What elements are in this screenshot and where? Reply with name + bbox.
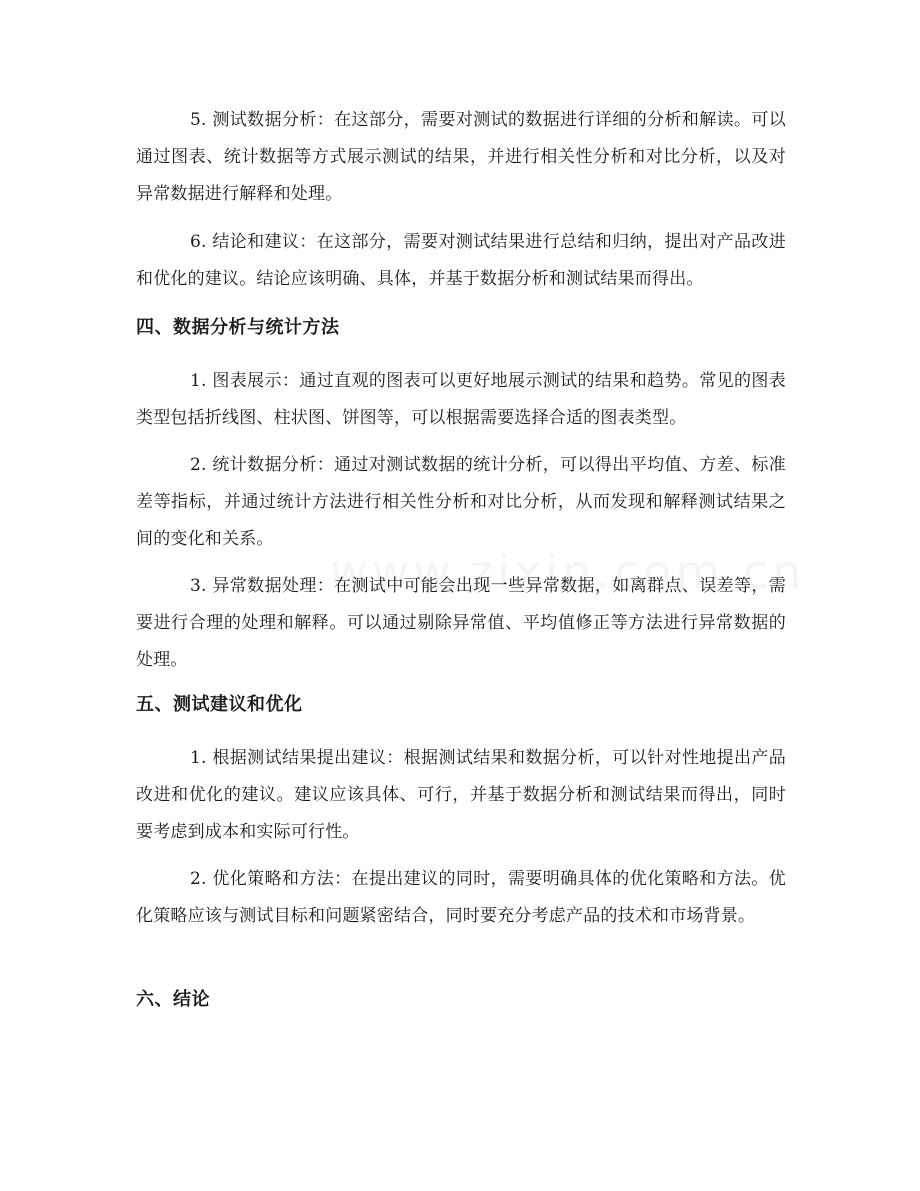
paragraph-optimization-strategy: 2. 优化策略和方法：在提出建议的同时，需要明确具体的优化策略和方法。优化策略应该与测试目标和问题紧密结合，同时要充分考虑产品的技术和市场背景。 (136, 869, 786, 926)
heading-data-analysis-methods: 四、数据分析与统计方法 (136, 317, 340, 338)
paragraph-chart-display: 1. 图表展示：通过直观的图表可以更好地展示测试的结果和趋势。常见的图表类型包括折线图、柱状图、饼图等，可以根据需要选择合适的图表类型。 (136, 371, 786, 428)
heading-conclusion: 六、结论 (136, 989, 210, 1010)
heading-test-suggestions-optimization: 五、测试建议和优化 (136, 694, 303, 715)
paragraph-propose-suggestions: 1. 根据测试结果提出建议：根据测试结果和数据分析，可以针对性地提出产品改进和优化的建议。建议应该具体、可行，并基于数据分析和测试结果而得出，同时要考虑到成本和实际可行性。 (136, 748, 786, 842)
paragraph-test-data-analysis: 5. 测试数据分析：在这部分，需要对测试的数据进行详细的分析和解读。可以通过图表、统计数据等方式展示测试的结果，并进行相关性分析和对比分析，以及对异常数据进行解释和处理。 (136, 110, 786, 204)
paragraph-statistical-analysis: 2. 统计数据分析：通过对测试数据的统计分析，可以得出平均值、方差、标准差等指标，并通过统计方法进行相关性分析和对比分析，从而发现和解释测试结果之间的变化和关系。 (136, 455, 786, 549)
paragraph-outlier-handling: 3. 异常数据处理：在测试中可能会出现一些异常数据，如离群点、误差等，需要进行合理的处理和解释。可以通过剔除异常值、平均值修正等方法进行异常数据的处理。 (136, 576, 786, 670)
paragraph-conclusion-suggestions: 6. 结论和建议：在这部分，需要对测试结果进行总结和归纳，提出对产品改进和优化的建议。结论应该明确、具体，并基于数据分析和测试结果而得出。 (136, 232, 786, 289)
